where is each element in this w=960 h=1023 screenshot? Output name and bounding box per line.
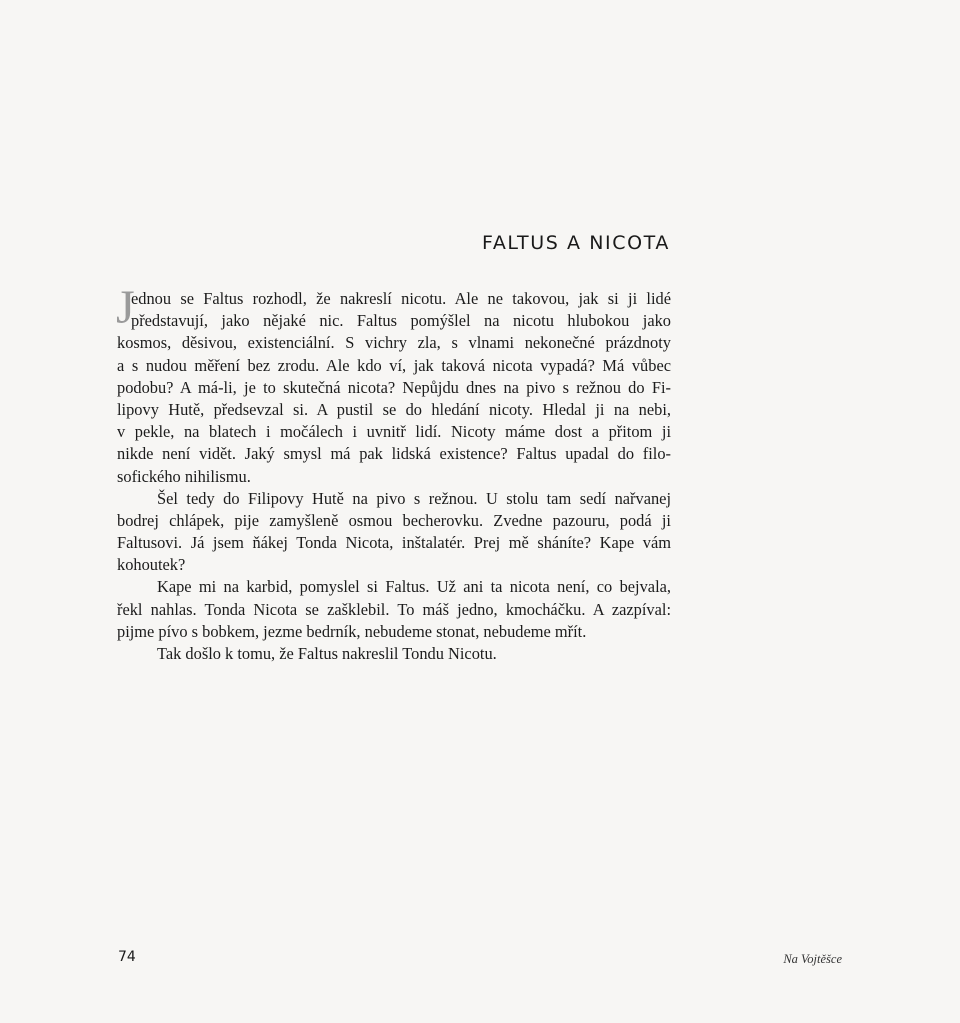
text-line: řekl nahlas. Tonda Nicota se zašklebil. To máš jedno, kmocháčku. A zazpíval: <box>117 599 671 619</box>
text-line: a s nudou měření bez zrodu. Ale kdo ví, jak taková nicota vypadá? Má vůbec <box>117 355 671 375</box>
page-number: 74 <box>118 949 136 965</box>
chapter-title: FALTUS A NICOTA <box>482 232 670 254</box>
text-line: představují, jako nějaké nic. Faltus pomýšlel na nicotu hlubokou jako <box>131 311 671 331</box>
body-text <box>116 281 671 665</box>
text-line: kohoutek? <box>117 555 186 575</box>
text-line: Šel tedy do Filipovy Hutě na pivo s režnou. U stolu tam sedí nařvanej <box>157 488 671 508</box>
text-line: bodrej chlápek, pije zamyšleně osmou becherovku. Zvedne pazouru, podá ji <box>117 510 671 530</box>
text-line: pijme pívo s bobkem, jezme bedrník, nebudeme stonat, nebudeme mřít. <box>117 621 587 641</box>
text-line: podobu? A má-li, je to skutečná nicota? Nepůjdu dnes na pivo s režnou do Fi- <box>117 377 671 397</box>
text-line: sofického nihilismu. <box>117 466 251 486</box>
text-line: v pekle, na blatech i močálech i uvnitř lidí. Nicoty máme dost a přitom ji <box>117 422 671 442</box>
drop-cap: J <box>116 281 135 334</box>
text-line: kosmos, děsivou, existenciální. S vichry zla, s vlnami nekonečné prázdnoty <box>117 333 671 353</box>
text-line: Kape mi na karbid, pomyslel si Faltus. Už ani ta nicota není, co bejvala, <box>157 577 671 597</box>
text-line: Tak došlo k tomu, že Faltus nakreslil Tondu Nicotu. <box>157 644 497 663</box>
running-footer: Na Vojtěšce <box>783 952 842 966</box>
text-line: Faltusovi. Já jsem ňákej Tonda Nicota, inštalatér. Prej mě sháníte? Kape vám <box>117 533 671 553</box>
text-line: lipovy Hutě, předsevzal si. A pustil se do hledání nicoty. Hledal ji na nebi, <box>117 399 671 419</box>
text-line: ednou se Faltus rozhodl, že nakreslí nicotu. Ale ne takovou, jak si ji lidé <box>131 289 671 308</box>
text-line: nikde není vidět. Jaký smysl má pak lidská existence? Faltus upadal do filo- <box>117 444 671 464</box>
